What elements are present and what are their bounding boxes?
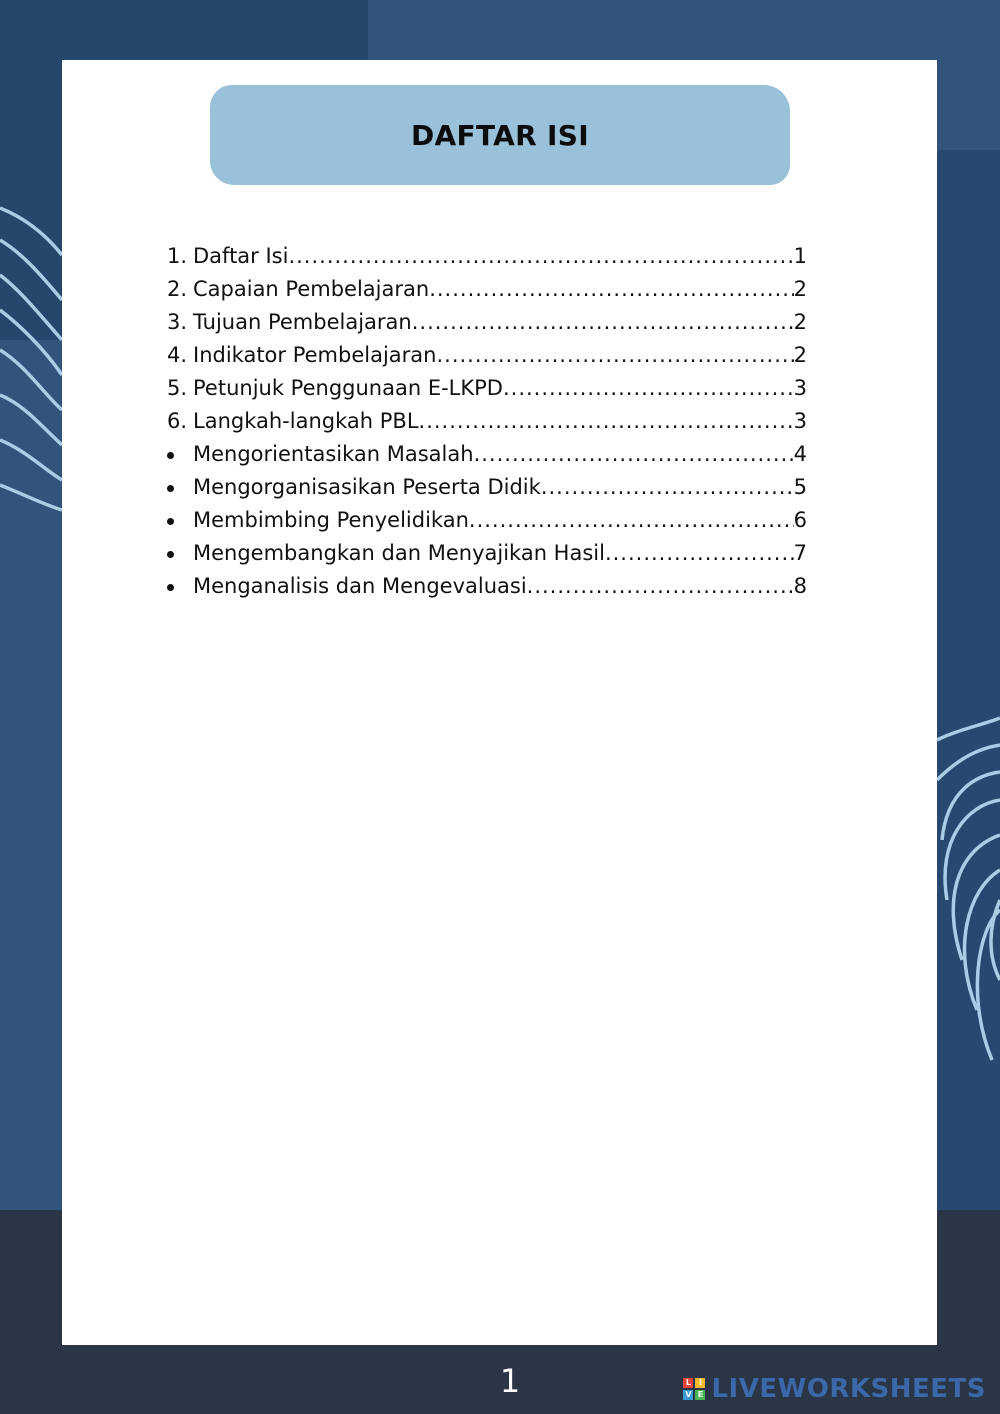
toc-entry-label: Petunjuk Penggunaan E-LKPD: [193, 376, 503, 400]
toc-entry-line: [193, 537, 807, 570]
toc-entry-line: [193, 438, 807, 471]
document-page: [62, 60, 937, 1345]
toc-entry-number: 3.: [167, 310, 188, 334]
toc-entry-line: [193, 471, 807, 504]
title-banner: [210, 85, 790, 185]
toc-entry-number: 6.: [167, 409, 188, 433]
toc-entry-line: [193, 273, 807, 306]
toc-entry-line: [193, 240, 807, 273]
toc-entry-page: 2: [793, 343, 807, 367]
toc-dot-leader: [419, 405, 794, 438]
toc-entry-number: 4.: [167, 343, 188, 367]
toc-entry: [167, 273, 807, 306]
logo-tile: E: [695, 1390, 705, 1400]
bullet-icon: [167, 518, 174, 525]
toc-dot-leader: [605, 537, 794, 570]
toc-entry-page: 8: [793, 574, 807, 598]
toc-entry: [167, 240, 807, 273]
toc-entry-label: Mengorientasikan Masalah: [193, 442, 474, 466]
toc-entry-line: [193, 372, 807, 405]
toc-entry-label: Membimbing Penyelidikan: [193, 508, 469, 532]
watermark-text: LIVEWORKSHEETS: [711, 1374, 986, 1404]
toc-entry: [167, 339, 807, 372]
toc-dot-leader: [436, 339, 793, 372]
toc-entry-page: 2: [793, 277, 807, 301]
toc-entry: [167, 438, 807, 471]
bullet-icon: [167, 485, 174, 492]
toc-entry-page: 3: [793, 376, 807, 400]
liveworksheets-logo-icon: [683, 1378, 705, 1400]
toc-entry-line: [193, 339, 807, 372]
toc-entry: [167, 537, 807, 570]
wave-lines-left-decoration: [0, 200, 62, 540]
toc-entry: [167, 306, 807, 339]
toc-entry-line: [193, 405, 807, 438]
toc-dot-leader: [541, 471, 794, 504]
toc-entry: [167, 570, 807, 603]
toc-entry-label: Indikator Pembelajaran: [193, 343, 437, 367]
toc-dot-leader: [474, 438, 794, 471]
toc-entry: [167, 372, 807, 405]
toc-entry-label: Langkah-langkah PBL: [193, 409, 419, 433]
toc-dot-leader: [527, 570, 794, 603]
logo-tile: L: [683, 1378, 693, 1388]
liveworksheets-watermark: [683, 1375, 986, 1403]
toc-entry-number: 1.: [167, 244, 188, 268]
toc-entry-line: [193, 570, 807, 603]
toc-entry-line: [193, 306, 807, 339]
toc-entry-label: Menganalisis dan Mengevaluasi: [193, 574, 527, 598]
wave-lines-right-decoration: [937, 700, 1000, 1080]
toc-entry-line: [193, 504, 807, 537]
page-number: 1: [499, 1362, 521, 1400]
toc-entry-page: 6: [793, 508, 807, 532]
toc-entry: [167, 504, 807, 537]
toc-dot-leader: [429, 273, 793, 306]
toc-entry-page: 7: [793, 541, 807, 565]
toc-dot-leader: [503, 372, 794, 405]
bullet-icon: [167, 551, 174, 558]
toc-entry-label: Capaian Pembelajaran: [193, 277, 430, 301]
logo-tile: I: [695, 1378, 705, 1388]
page-title: DAFTAR ISI: [411, 118, 589, 152]
toc-entry-label: Tujuan Pembelajaran: [193, 310, 412, 334]
toc-entry-label: Daftar Isi: [193, 244, 289, 268]
toc-entry-label: Mengembangkan dan Menyajikan Hasil: [193, 541, 605, 565]
table-of-contents: [167, 240, 807, 603]
toc-entry-label: Mengorganisasikan Peserta Didik: [193, 475, 541, 499]
toc-entry-number: 5.: [167, 376, 188, 400]
toc-entry-page: 4: [793, 442, 807, 466]
toc-entry: [167, 405, 807, 438]
toc-dot-leader: [288, 240, 793, 273]
toc-dot-leader: [469, 504, 794, 537]
toc-entry-page: 1: [793, 244, 807, 268]
bullet-icon: [167, 584, 174, 591]
toc-entry-page: 3: [793, 409, 807, 433]
toc-entry-number: 2.: [167, 277, 188, 301]
toc-entry-page: 5: [793, 475, 807, 499]
toc-entry-page: 2: [793, 310, 807, 334]
logo-tile: V: [685, 1390, 692, 1399]
toc-entry: [167, 471, 807, 504]
bullet-icon: [167, 452, 174, 459]
toc-dot-leader: [412, 306, 794, 339]
